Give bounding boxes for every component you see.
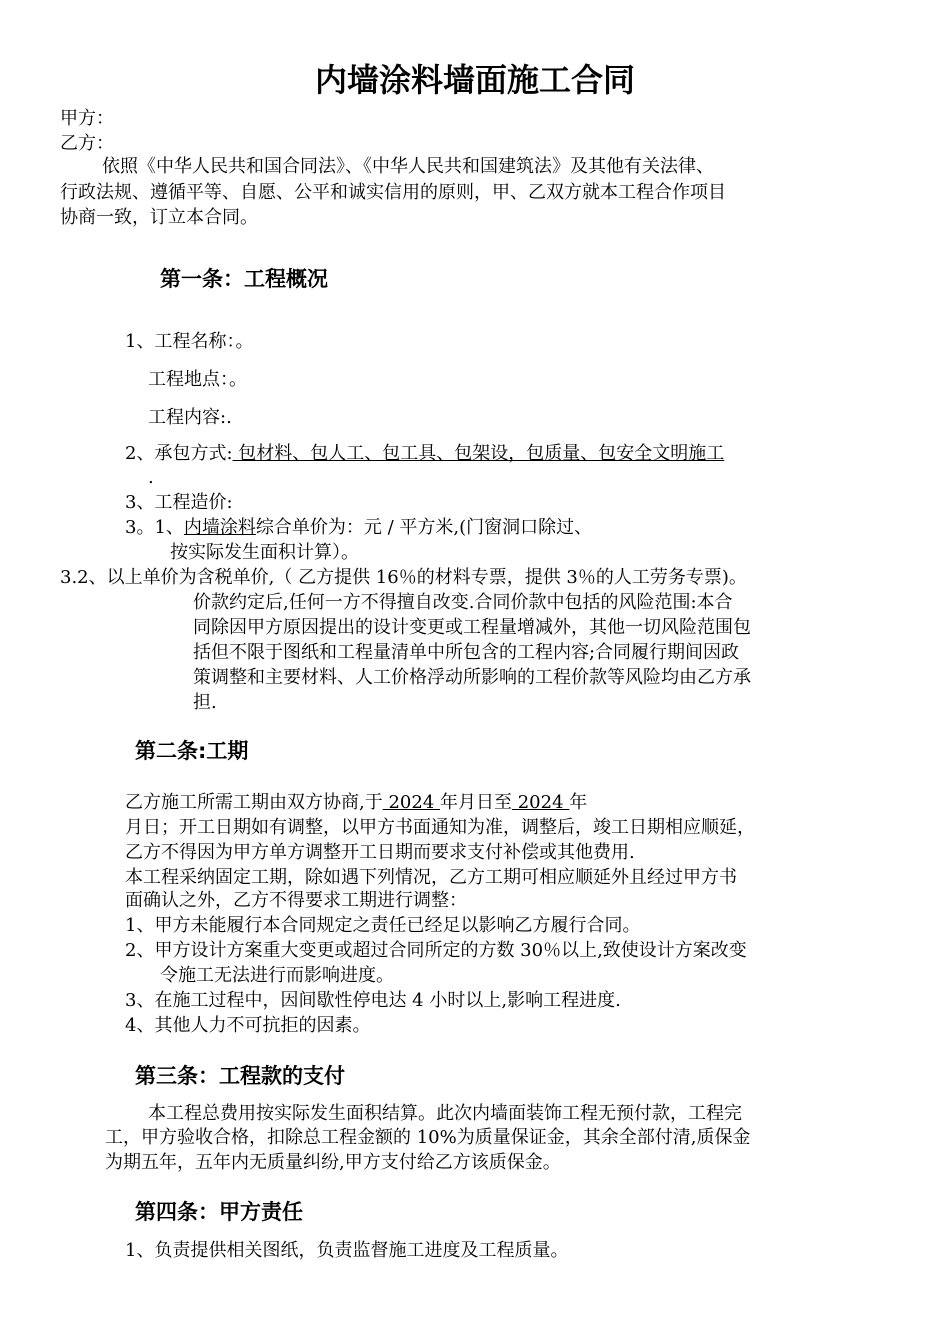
project-location-line: 工程地点：。: [148, 369, 247, 390]
risk-line: 策调整和主要材料、人工价格浮动所影响的工程价款等风险均由乙方承: [193, 667, 751, 688]
contract-title: 内墙涂料墙面施工合同: [314, 61, 635, 99]
intro-line: 行政法规、遵循平等、自愿、公平和诚实信用的原则，甲、乙双方就本工程合作项目: [60, 182, 726, 203]
article-4-heading: 第四条：甲方责任: [135, 1200, 303, 1224]
schedule-text: 年: [569, 792, 588, 813]
cost-label: 3、工程造价:: [125, 492, 233, 513]
delay-item: 3、在施工过程中，因间歇性停电达 4 小时以上,影响工程进度.: [125, 990, 621, 1011]
unit-price-term: 内墙涂料: [183, 517, 256, 538]
payment-line: 工，甲方验收合格，扣除总工程金额的 10%为质量保证金，其余全部付清,质保金: [105, 1127, 751, 1148]
delay-item: 4、其他人力不可抗拒的因素。: [125, 1015, 371, 1036]
schedule-line: [125, 791, 587, 815]
project-content-line: 工程内容:.: [148, 407, 232, 428]
unit-price-prefix: 3。1、: [125, 517, 184, 538]
risk-line: 同除因甲方原因提出的设计变更或工程量增减外，其他一切风险范围包: [193, 617, 751, 638]
delay-item: 1、甲方未能履行本合同规定之责任已经足以影响乙方履行合同。: [125, 915, 641, 936]
contract-mode-value: 包材料、包人工、包工具、包架设，包质量、包安全文明施工: [232, 443, 725, 464]
intro-line: 依照《中华人民共和国合同法》、《中华人民共和国建筑法》及其他有关法律、: [102, 156, 714, 177]
risk-line: 括但不限于图纸和工程量清单中所包含的工程内容;合同履行期间因政: [193, 642, 740, 663]
article-1-heading: 第一条：工程概况: [160, 267, 328, 291]
contract-mode-label: 2、承包方式:: [125, 443, 233, 464]
payment-line: 为期五年，五年内无质量纠纷,甲方支付给乙方该质保金。: [105, 1152, 561, 1173]
contract-mode-line: [125, 442, 724, 466]
payment-line: 本工程总费用按实际发生面积结算。此次内墙面装饰工程无预付款，工程完: [148, 1103, 742, 1124]
party-b-label: 乙方：: [60, 133, 114, 154]
contract-mode-end: .: [148, 467, 154, 488]
intro-line: 协商一致，订立本合同。: [60, 207, 258, 228]
project-name-line: 1、工程名称：。: [125, 331, 254, 352]
schedule-text: 年月日至: [440, 792, 512, 813]
end-year: 2024: [512, 792, 570, 813]
delay-item-continuation: 令施工无法进行而影响进度。: [160, 965, 394, 986]
unit-price-rest: 综合单价为：元 / 平方米,(门窗洞口除过、: [255, 517, 593, 538]
tax-price-line: 3.2、以上单价为含税单价,（ 乙方提供 16％的材料专票，提供 3％的人工劳务专票)。: [60, 567, 747, 588]
unit-price-continuation: 按实际发生面积计算）。: [170, 542, 359, 563]
article-3-heading: 第三条：工程款的支付: [135, 1064, 345, 1088]
schedule-line: 面确认之外，乙方不得要求工期进行调整：: [125, 890, 467, 911]
schedule-line: 乙方不得因为甲方单方调整开工日期而要求支付补偿或其他费用.: [125, 842, 635, 863]
schedule-text: 乙方施工所需工期由双方协商,于: [125, 792, 383, 813]
article-2-heading: 第二条:工期: [135, 739, 249, 763]
schedule-line: 月日；开工日期如有调整，以甲方书面通知为准，调整后，竣工日期相应顺延，: [125, 817, 755, 838]
schedule-line: 本工程采纳固定工期，除如遇下列情况，乙方工期可相应顺延外且经过甲方书: [125, 867, 737, 888]
party-a-label: 甲方：: [60, 108, 114, 129]
risk-line: 担.: [193, 692, 217, 713]
risk-line: 价款约定后,任何一方不得擅自改变.合同价款中包括的风险范围:本合: [193, 592, 733, 613]
start-year: 2024: [382, 792, 440, 813]
responsibility-item: 1、负责提供相关图纸，负责监督施工进度及工程质量。: [125, 1240, 569, 1261]
unit-price-line: [125, 516, 592, 540]
delay-item: 2、甲方设计方案重大变更或超过合同所定的方数 30％以上,致使设计方案改变: [125, 940, 747, 961]
